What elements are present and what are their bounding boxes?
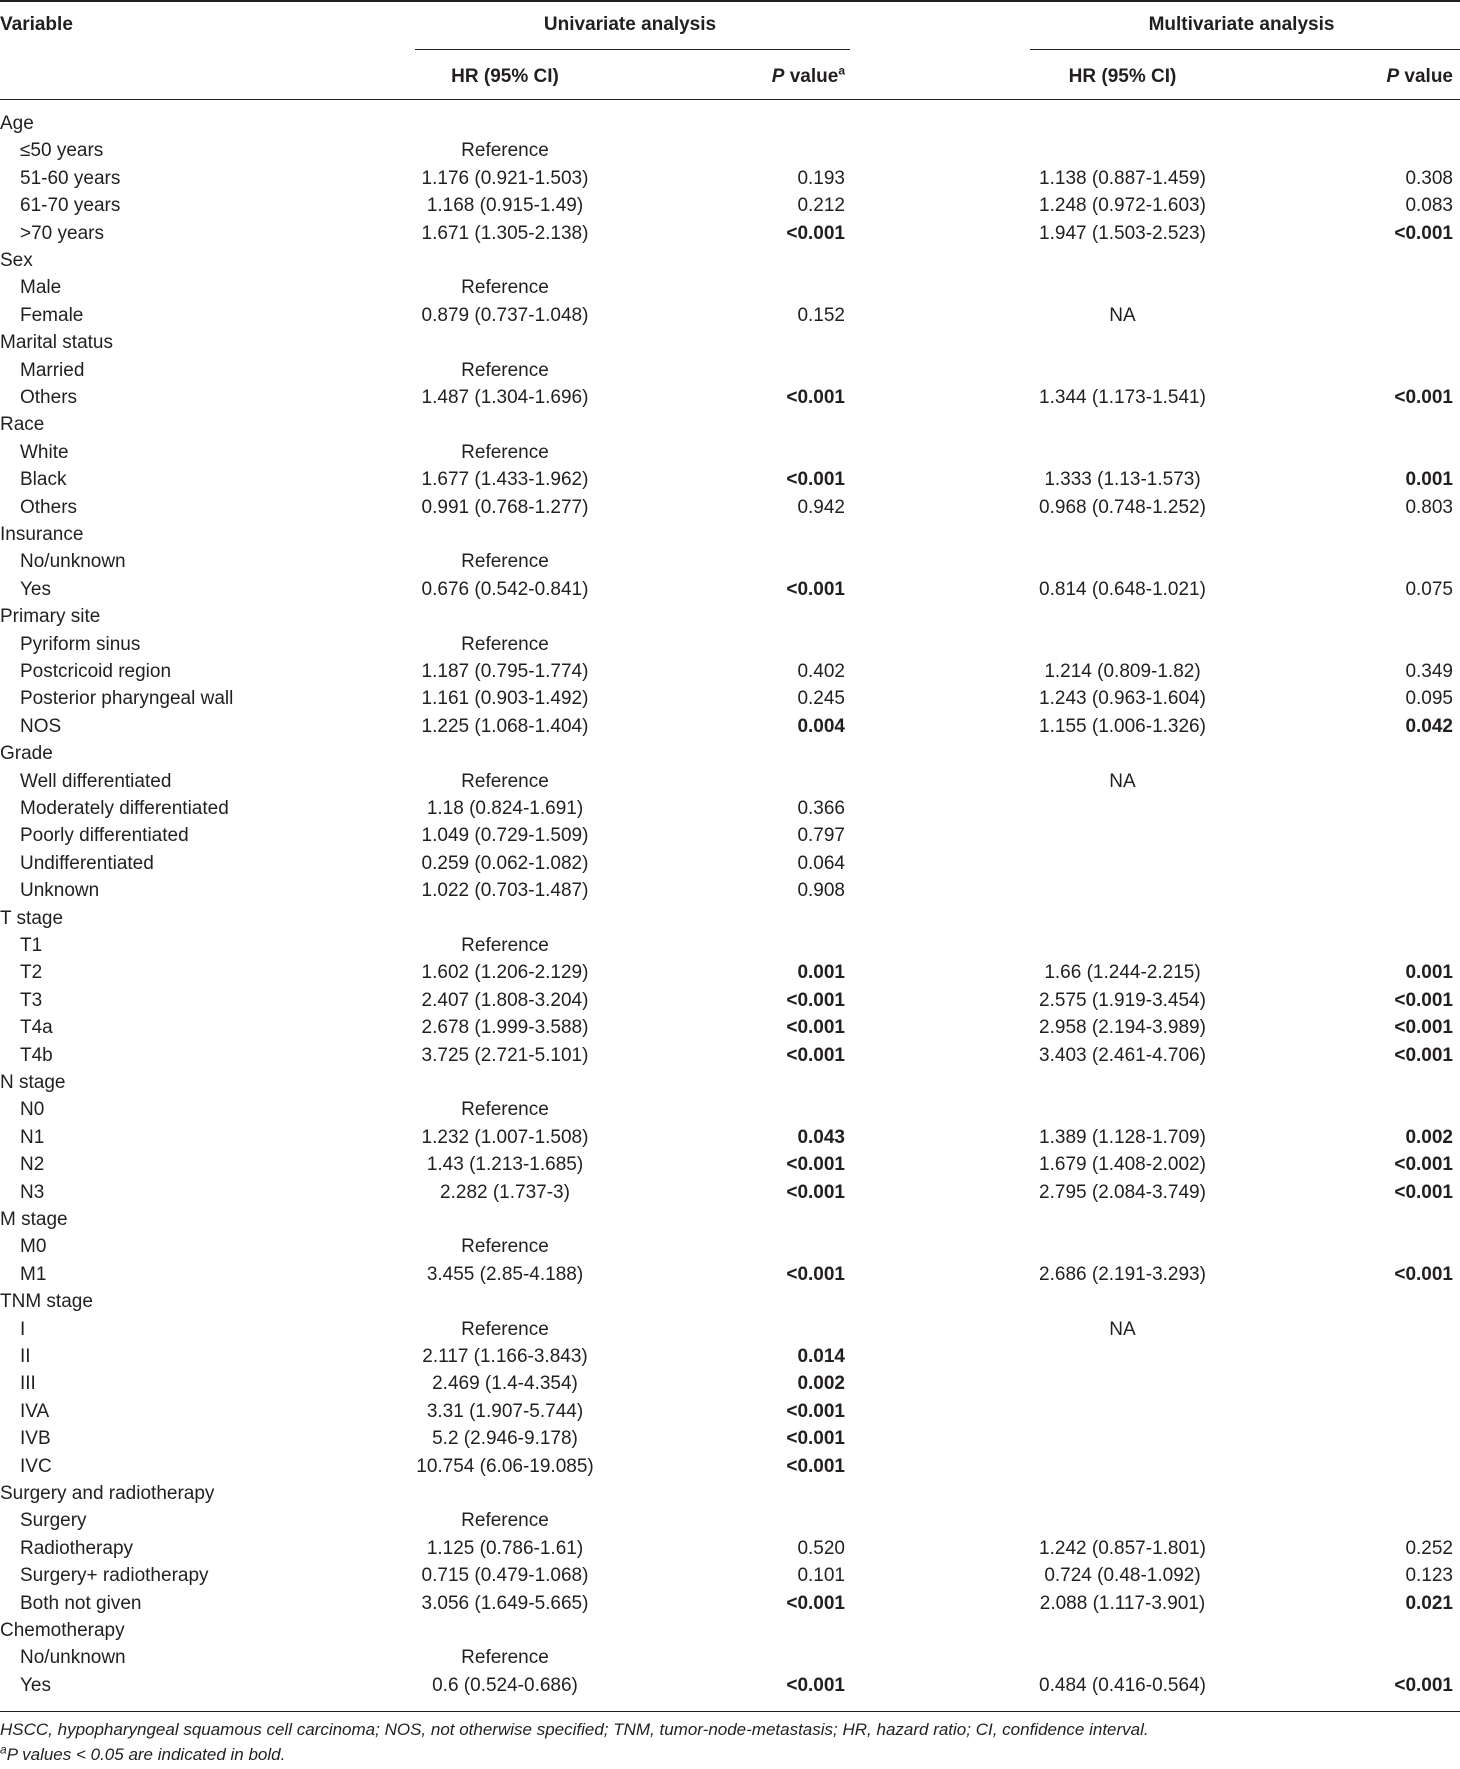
variable-label: Surgery <box>20 1510 87 1531</box>
variable-label: III <box>20 1373 36 1394</box>
univariate-hr-cell: 1.187 (0.795-1.774) <box>421 661 589 682</box>
multivariate-p-cell: 0.252 <box>1405 1538 1453 1559</box>
group-label: Age <box>0 113 34 134</box>
multivariate-p-cell: <0.001 <box>1394 1045 1453 1066</box>
multivariate-p-cell: 0.001 <box>1405 469 1453 490</box>
multivariate-hr-cell: 1.344 (1.173-1.541) <box>1039 387 1206 408</box>
univariate-hr-cell: 0.879 (0.737-1.048) <box>421 305 589 326</box>
group-label: Chemotherapy <box>0 1620 125 1641</box>
univariate-hr-cell: Reference <box>461 1319 549 1340</box>
variable-label: Posterior pharyngeal wall <box>20 688 234 709</box>
multivariate-hr-cell: 1.66 (1.244-2.215) <box>1044 962 1201 983</box>
multivariate-hr-cell: 1.389 (1.128-1.709) <box>1039 1127 1206 1148</box>
univariate-hr-cell: 0.259 (0.062-1.082) <box>421 853 589 874</box>
variable-label: IVB <box>20 1428 51 1449</box>
table-top-rule <box>0 0 1460 2</box>
variable-label: T4b <box>20 1045 53 1066</box>
univariate-hr-cell: 1.161 (0.903-1.492) <box>421 688 589 709</box>
multivariate-hr-cell: 1.333 (1.13-1.573) <box>1044 469 1201 490</box>
multivariate-p-cell: 0.308 <box>1405 168 1453 189</box>
variable-label: N3 <box>20 1182 45 1203</box>
group-label: Marital status <box>0 332 113 353</box>
variable-label: Both not given <box>20 1593 142 1614</box>
multivariate-p-cell: 0.349 <box>1405 661 1453 682</box>
multivariate-p-cell: 0.002 <box>1405 1127 1453 1148</box>
univariate-hr-cell: 1.176 (0.921-1.503) <box>421 168 589 189</box>
variable-label: Radiotherapy <box>20 1538 134 1559</box>
multivariate-hr-cell: 1.214 (0.809-1.82) <box>1044 661 1201 682</box>
univariate-p-cell: <0.001 <box>786 1428 845 1449</box>
univariate-hr-cell: 3.725 (2.721-5.101) <box>421 1045 589 1066</box>
variable-label: IVC <box>20 1456 52 1477</box>
header-bottom-rule <box>0 99 1460 100</box>
univariate-hr-cell: Reference <box>461 1647 549 1668</box>
variable-label: 61-70 years <box>20 195 121 216</box>
univariate-hr-cell: 3.455 (2.85-4.188) <box>426 1264 584 1285</box>
univariate-hr-cell: 0.676 (0.542-0.841) <box>421 579 589 600</box>
univariate-hr-cell: 1.18 (0.824-1.691) <box>426 798 584 819</box>
variable-label: Surgery+ radiotherapy <box>20 1565 209 1586</box>
group-label: Sex <box>0 250 33 271</box>
variable-label: T1 <box>20 935 43 956</box>
group-label: Surgery and radiotherapy <box>0 1483 215 1504</box>
variable-label: White <box>20 442 69 463</box>
univariate-header: Univariate analysis <box>543 14 717 35</box>
univariate-hr-cell: 1.602 (1.206-2.129) <box>421 962 589 983</box>
univariate-p-cell: <0.001 <box>786 1264 845 1285</box>
multivariate-p-cell: <0.001 <box>1394 1182 1453 1203</box>
variable-label: Pyriform sinus <box>20 634 141 655</box>
multivariate-p-cell: <0.001 <box>1394 990 1453 1011</box>
multivariate-p-cell: 0.123 <box>1405 1565 1453 1586</box>
univariate-hr-cell: 1.225 (1.068-1.404) <box>421 716 589 737</box>
group-label: Race <box>0 414 45 435</box>
variable-label: >70 years <box>20 223 104 244</box>
univariate-hr-cell: Reference <box>461 277 549 298</box>
group-label: TNM stage <box>0 1291 93 1312</box>
multivariate-header: Multivariate analysis <box>1148 14 1335 35</box>
multivariate-hr-cell: 1.138 (0.887-1.459) <box>1039 168 1206 189</box>
variable-label: Male <box>20 277 62 298</box>
multivariate-hr-cell: 2.575 (1.919-3.454) <box>1039 990 1206 1011</box>
univariate-p-cell: <0.001 <box>786 1593 845 1614</box>
multivariate-hr-cell: 1.242 (0.857-1.801) <box>1039 1538 1206 1559</box>
multivariate-hr-cell: 2.088 (1.117-3.901) <box>1039 1593 1206 1614</box>
multivariate-hr-cell: 3.403 (2.461-4.706) <box>1039 1045 1206 1066</box>
variable-label: Yes <box>20 579 51 600</box>
univariate-p-cell: 0.402 <box>797 661 845 682</box>
univariate-hr-cell: Reference <box>461 634 549 655</box>
univariate-hr-cell: 1.232 (1.007-1.508) <box>421 1127 589 1148</box>
group-label: Insurance <box>0 524 84 545</box>
group-label: M stage <box>0 1209 68 1230</box>
univariate-hr-cell: 10.754 (6.06-19.085) <box>416 1456 594 1477</box>
univariate-p-cell: 0.193 <box>797 168 845 189</box>
footnote-abbreviations: HSCC, hypopharyngeal squamous cell carcinoma; NOS, not otherwise specified; TNM, tumor-node-metastasis; HR, hazard ratio; CI, confidence interval. <box>0 1720 1149 1739</box>
multivariate-hr-cell: 2.795 (2.084-3.749) <box>1039 1182 1206 1203</box>
univariate-hr-cell: 0.991 (0.768-1.277) <box>421 497 589 518</box>
univariate-p-cell: <0.001 <box>786 1045 845 1066</box>
variable-label: NOS <box>20 716 62 737</box>
univariate-p-cell: 0.797 <box>797 825 845 846</box>
multivariate-hr-cell: 0.814 (0.648-1.021) <box>1039 579 1206 600</box>
univariate-p-cell: 0.245 <box>797 688 845 709</box>
multivariate-p-cell: 0.095 <box>1405 688 1453 709</box>
univariate-hr-cell: 2.469 (1.4-4.354) <box>432 1373 578 1394</box>
multivariate-p-cell: 0.042 <box>1405 716 1453 737</box>
variable-label: Yes <box>20 1675 51 1696</box>
univariate-hr-cell: 1.022 (0.703-1.487) <box>421 880 589 901</box>
multivariate-p-cell: <0.001 <box>1394 1154 1453 1175</box>
multivariate-p-cell: <0.001 <box>1394 1675 1453 1696</box>
univariate-hr-cell: Reference <box>461 442 549 463</box>
variable-label: N1 <box>20 1127 45 1148</box>
variable-label: T3 <box>20 990 43 1011</box>
univariate-p-cell: <0.001 <box>786 387 845 408</box>
multivariate-hr-cell: 1.947 (1.503-2.523) <box>1039 223 1206 244</box>
univariate-hr-cell: Reference <box>461 360 549 381</box>
univariate-p-cell: 0.366 <box>797 798 845 819</box>
univariate-p-cell: 0.001 <box>797 962 845 983</box>
group-label: N stage <box>0 1072 66 1093</box>
variable-label: Others <box>20 497 78 518</box>
univariate-hr-cell: Reference <box>461 1510 549 1531</box>
univariate-p-cell: 0.002 <box>797 1373 845 1394</box>
footnote-significance: $^a$P values < 0.05 are indicated in bold. <box>0 1742 286 1764</box>
group-label: T stage <box>0 908 64 929</box>
multivariate-hr-header: HR (95% CI) <box>1068 66 1177 87</box>
variable-label: No/unknown <box>20 551 126 572</box>
univariate-p-cell: 0.908 <box>797 880 845 901</box>
multivariate-p-header: P value <box>1386 66 1453 87</box>
variable-label: IVA <box>20 1401 50 1422</box>
univariate-p-cell: 0.152 <box>797 305 845 326</box>
univariate-hr-cell: 5.2 (2.946-9.178) <box>432 1428 578 1449</box>
multivariate-p-cell: 0.803 <box>1405 497 1453 518</box>
multivariate-underline <box>1030 49 1460 50</box>
variable-header: Variable <box>0 14 73 35</box>
univariate-p-cell: 0.064 <box>797 853 845 874</box>
univariate-hr-cell: 0.715 (0.479-1.068) <box>421 1565 589 1586</box>
univariate-hr-cell: 1.049 (0.729-1.509) <box>421 825 589 846</box>
variable-label: Others <box>20 387 78 408</box>
univariate-hr-cell: Reference <box>461 935 549 956</box>
univariate-hr-cell: Reference <box>461 140 549 161</box>
univariate-p-cell: <0.001 <box>786 1675 845 1696</box>
univariate-hr-cell: 2.407 (1.808-3.204) <box>421 990 589 1011</box>
univariate-p-cell: <0.001 <box>786 1017 845 1038</box>
group-label: Primary site <box>0 606 101 627</box>
multivariate-hr-cell: 2.958 (2.194-3.989) <box>1039 1017 1206 1038</box>
multivariate-hr-cell: NA <box>1109 305 1136 326</box>
univariate-p-cell: <0.001 <box>786 223 845 244</box>
univariate-p-cell: 0.212 <box>797 195 845 216</box>
multivariate-hr-cell: 1.679 (1.408-2.002) <box>1039 1154 1206 1175</box>
variable-label: Moderately differentiated <box>20 798 229 819</box>
univariate-hr-cell: 0.6 (0.524-0.686) <box>432 1675 578 1696</box>
univariate-hr-cell: 2.282 (1.737-3) <box>440 1182 570 1203</box>
variable-label: Poorly differentiated <box>20 825 189 846</box>
variable-label: Married <box>20 360 85 381</box>
variable-label: Postcricoid region <box>20 661 172 682</box>
variable-label: Female <box>20 305 84 326</box>
univariate-hr-cell: 3.056 (1.649-5.665) <box>421 1593 589 1614</box>
variable-label: N2 <box>20 1154 45 1175</box>
univariate-hr-cell: 1.671 (1.305-2.138) <box>421 223 589 244</box>
multivariate-p-cell: 0.021 <box>1405 1593 1453 1614</box>
univariate-hr-cell: 1.125 (0.786-1.61) <box>426 1538 584 1559</box>
univariate-hr-cell: 2.678 (1.999-3.588) <box>421 1017 589 1038</box>
variable-label: ≤50 years <box>20 140 104 161</box>
multivariate-hr-cell: NA <box>1109 1319 1136 1340</box>
multivariate-hr-cell: 2.686 (2.191-3.293) <box>1039 1264 1206 1285</box>
multivariate-p-cell: 0.083 <box>1405 195 1453 216</box>
univariate-p-cell: 0.014 <box>797 1346 845 1367</box>
univariate-p-cell: 0.942 <box>797 497 845 518</box>
univariate-p-cell: <0.001 <box>786 1401 845 1422</box>
multivariate-p-cell: 0.001 <box>1405 962 1453 983</box>
univariate-p-header: P value$^a$ <box>771 63 845 87</box>
univariate-hr-cell: Reference <box>461 1236 549 1257</box>
variable-label: Unknown <box>20 880 100 901</box>
multivariate-hr-cell: 0.968 (0.748-1.252) <box>1039 497 1206 518</box>
variable-label: M1 <box>20 1264 47 1285</box>
univariate-hr-cell: Reference <box>461 1099 549 1120</box>
variable-label: II <box>20 1346 31 1367</box>
variable-label: N0 <box>20 1099 45 1120</box>
multivariate-p-cell: <0.001 <box>1394 1017 1453 1038</box>
univariate-hr-cell: Reference <box>461 771 549 792</box>
univariate-hr-header: HR (95% CI) <box>451 66 559 87</box>
univariate-hr-cell: 1.487 (1.304-1.696) <box>421 387 589 408</box>
univariate-p-cell: 0.520 <box>797 1538 845 1559</box>
multivariate-hr-cell: 1.248 (0.972-1.603) <box>1039 195 1206 216</box>
multivariate-p-cell: <0.001 <box>1394 1264 1453 1285</box>
univariate-underline <box>415 49 850 50</box>
univariate-hr-cell: 1.677 (1.433-1.962) <box>421 469 589 490</box>
multivariate-hr-cell: NA <box>1109 771 1136 792</box>
variable-label: M0 <box>20 1236 47 1257</box>
variable-label: No/unknown <box>20 1647 126 1668</box>
variable-label: 51-60 years <box>20 168 121 189</box>
univariate-p-cell: 0.101 <box>797 1565 845 1586</box>
multivariate-hr-cell: 0.724 (0.48-1.092) <box>1044 1565 1201 1586</box>
univariate-p-cell: <0.001 <box>786 469 845 490</box>
table-bottom-rule <box>0 1711 1460 1712</box>
variable-label: T2 <box>20 962 43 983</box>
variable-label: Black <box>20 469 67 490</box>
multivariate-hr-cell: 1.243 (0.963-1.604) <box>1039 688 1206 709</box>
variable-label: Undifferentiated <box>20 853 154 874</box>
group-label: Grade <box>0 743 53 764</box>
univariate-p-cell: <0.001 <box>786 1154 845 1175</box>
univariate-p-cell: 0.043 <box>797 1127 845 1148</box>
univariate-p-cell: <0.001 <box>786 990 845 1011</box>
variable-label: I <box>20 1319 26 1340</box>
multivariate-p-cell: <0.001 <box>1394 387 1453 408</box>
univariate-p-cell: 0.004 <box>797 716 845 737</box>
univariate-p-cell: <0.001 <box>786 1182 845 1203</box>
univariate-hr-cell: Reference <box>461 551 549 572</box>
univariate-p-cell: <0.001 <box>786 579 845 600</box>
variable-label: T4a <box>20 1017 53 1038</box>
univariate-p-cell: <0.001 <box>786 1456 845 1477</box>
univariate-hr-cell: 1.168 (0.915-1.49) <box>426 195 584 216</box>
univariate-hr-cell: 2.117 (1.166-3.843) <box>422 1346 588 1367</box>
univariate-hr-cell: 1.43 (1.213-1.685) <box>426 1154 584 1175</box>
multivariate-p-cell: 0.075 <box>1405 579 1453 600</box>
variable-label: Well differentiated <box>20 771 172 792</box>
multivariate-hr-cell: 0.484 (0.416-0.564) <box>1039 1675 1206 1696</box>
multivariate-hr-cell: 1.155 (1.006-1.326) <box>1039 716 1206 737</box>
univariate-hr-cell: 3.31 (1.907-5.744) <box>426 1401 584 1422</box>
multivariate-p-cell: <0.001 <box>1394 223 1453 244</box>
